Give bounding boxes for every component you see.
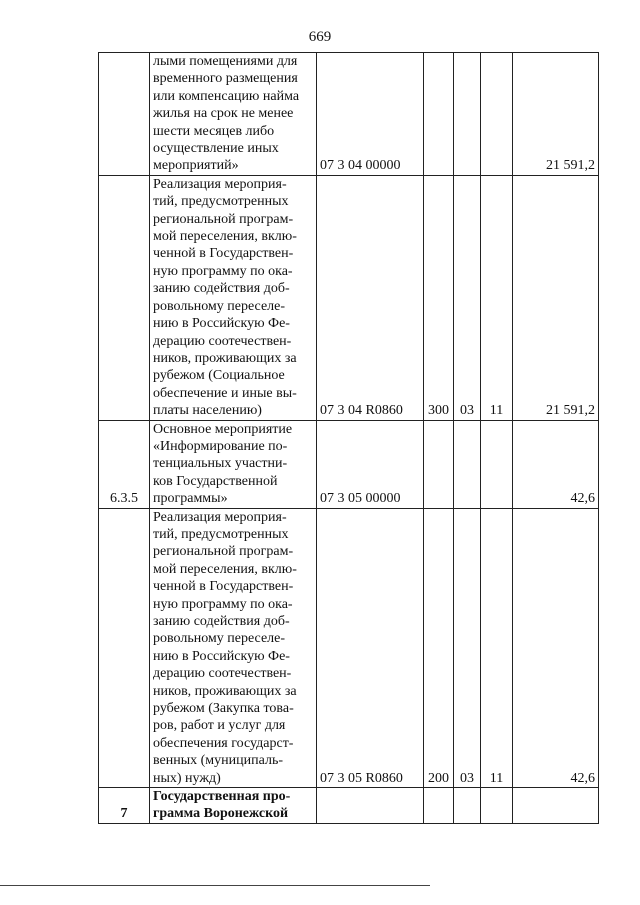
- row-name-line: ченной в Государствен-: [153, 246, 294, 262]
- row-name-line: ров, работ и услуг для: [153, 718, 286, 734]
- row-name-cell: [150, 175, 317, 420]
- row-name-line: ников, проживающих за: [153, 683, 297, 699]
- row-name-line: «Информирование по-: [153, 438, 288, 454]
- row-name-cell: [150, 508, 317, 788]
- section-code-cell: [454, 53, 481, 176]
- table-row: [99, 53, 599, 176]
- row-number-cell: [99, 508, 150, 788]
- row-name-line: рубежом (Закупка това-: [153, 701, 294, 717]
- table-row: [99, 420, 599, 508]
- expense-type-cell: [424, 788, 454, 824]
- row-number-cell: [99, 53, 150, 176]
- subsection-code-cell: [481, 53, 513, 176]
- row-name-line: Реализация мероприя-: [153, 509, 287, 525]
- row-name-line: Реализация мероприя-: [153, 176, 287, 192]
- row-name-line: мой переселения, вклю-: [153, 229, 297, 245]
- row-name-line: ровольному переселе-: [153, 631, 286, 647]
- table-row: [99, 175, 599, 420]
- row-number-cell: 6.3.5: [99, 420, 150, 508]
- amount-cell: 42,6: [513, 420, 599, 508]
- table-row: [99, 508, 599, 788]
- row-name-line: рубежом (Социальное: [153, 368, 285, 384]
- row-name-line: венных (муниципаль-: [153, 753, 283, 769]
- row-name-line: тенциальных участни-: [153, 456, 288, 472]
- subsection-code-cell: 11: [481, 175, 513, 420]
- row-name-line: ных) нужд): [153, 770, 221, 786]
- row-name-line: шести месяцев либо: [153, 123, 275, 139]
- target-article-code-cell: 07 3 05 00000: [317, 420, 424, 508]
- row-name-line: занию содействия доб-: [153, 281, 290, 297]
- row-name-line: платы населению): [153, 403, 262, 419]
- amount-cell: 21 591,2: [513, 175, 599, 420]
- section-code-cell: 03: [454, 508, 481, 788]
- row-name-line: Государственная про-: [153, 789, 291, 805]
- row-name-line: или компенсацию найма: [153, 88, 300, 104]
- row-name-line: тий, предусмотренных: [153, 526, 289, 542]
- row-name-line: мероприятий»: [153, 158, 239, 174]
- budget-table: [98, 52, 599, 824]
- section-code-cell: 03: [454, 175, 481, 420]
- expense-type-cell: [424, 420, 454, 508]
- row-name-line: занию содействия доб-: [153, 614, 290, 629]
- row-name-line: Основное мероприятие: [153, 421, 293, 437]
- row-name-line: программы»: [153, 491, 228, 507]
- row-name-cell: [150, 53, 317, 176]
- row-name-line: обеспечения государст-: [153, 735, 294, 751]
- section-code-cell: [454, 420, 481, 508]
- target-article-code-cell: 07 3 04 R0860: [317, 175, 424, 420]
- row-name-cell: [150, 420, 317, 508]
- amount-cell: [513, 788, 599, 824]
- row-name-line: нию в Российскую Фе-: [153, 316, 290, 332]
- expense-type-cell: [424, 53, 454, 176]
- row-number-cell: 7: [99, 788, 150, 824]
- row-name-line: жилья на срок не менее: [153, 106, 294, 122]
- row-name-line: ников, проживающих за: [153, 350, 297, 366]
- amount-cell: 42,6: [513, 508, 599, 788]
- row-name-line: ровольному переселе-: [153, 298, 286, 314]
- table-row: [99, 788, 599, 824]
- row-name-line: обеспечение и иные вы-: [153, 385, 297, 401]
- row-name-line: ченной в Государствен-: [153, 579, 294, 595]
- row-name-line: нию в Российскую Фе-: [153, 648, 290, 664]
- row-name-line: временного размещения: [153, 71, 298, 87]
- row-name-line: дерацию соотечествен-: [153, 666, 292, 682]
- subsection-code-cell: 11: [481, 508, 513, 788]
- row-name-cell: [150, 788, 317, 824]
- subsection-code-cell: [481, 420, 513, 508]
- row-number-cell: [99, 175, 150, 420]
- section-code-cell: [454, 788, 481, 824]
- row-name-line: региональной програм-: [153, 211, 294, 227]
- row-name-line: ную программу по ока-: [153, 596, 293, 612]
- subsection-code-cell: [481, 788, 513, 824]
- row-name-line: мой переселения, вклю-: [153, 561, 297, 577]
- page-number: 669: [308, 29, 332, 45]
- row-name-line: региональной програм-: [153, 544, 294, 560]
- row-name-line: грамма Воронежской: [153, 806, 289, 822]
- row-name-line: дерацию соотечествен-: [153, 333, 292, 349]
- amount-cell: 21 591,2: [513, 53, 599, 176]
- expense-type-cell: 300: [424, 175, 454, 420]
- row-name-line: ную программу по ока-: [153, 263, 293, 279]
- target-article-code-cell: 07 3 04 00000: [317, 53, 424, 176]
- row-name-line: ков Государственной: [153, 473, 278, 489]
- budget-table-body: [99, 53, 599, 824]
- row-name-line: лыми помещениями для: [153, 54, 298, 69]
- footer-rule: [0, 885, 430, 886]
- target-article-code-cell: 07 3 05 R0860: [317, 508, 424, 788]
- row-name-line: тий, предусмотренных: [153, 194, 289, 210]
- target-article-code-cell: [317, 788, 424, 824]
- row-name-line: осуществление иных: [153, 141, 279, 157]
- expense-type-cell: 200: [424, 508, 454, 788]
